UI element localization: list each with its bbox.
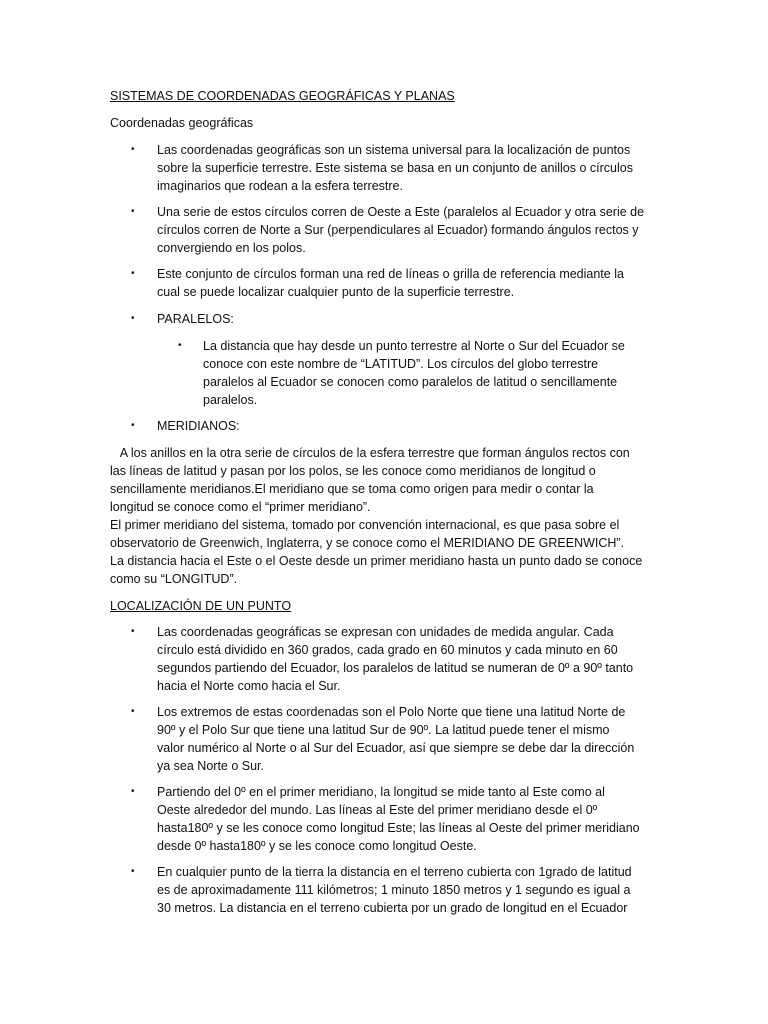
text-line: Las coordenadas geográficas son un sistema universal para la localización de puntos: [157, 143, 631, 157]
list-item-text: [157, 141, 692, 195]
text-line: En cualquier punto de la tierra la distancia en el terreno cubierta con 1grado de latitud: [157, 865, 632, 879]
text-line: círculo está dividido en 360 grados, cada grado en 60 minutos y cada minuto en 60: [157, 643, 618, 657]
list-item-text: [157, 203, 692, 257]
bullet-icon: •: [131, 866, 135, 877]
text-line: paralelos al Ecuador se conocen como paralelos de latitud o sencillamente: [203, 375, 618, 389]
text-line: segundos partiendo del Ecuador, los paralelos de latitud se numeran de 0º a 90º tanto: [157, 661, 634, 675]
list-item-text: [157, 265, 692, 301]
section-subtitle: Coordenadas geográficas: [110, 116, 254, 130]
text-line: paralelos.: [203, 393, 258, 407]
text-line: círculos corren de Norte a Sur (perpendiculares al Ecuador) formando ángulos rectos y: [157, 223, 639, 237]
text-line: hasta180º y se les conoce como longitud Este; las líneas al Oeste del primer meridiano: [157, 821, 640, 835]
text-line: sobre la superficie terrestre. Este sistema se basa en un conjunto de anillos o círculos: [157, 161, 633, 175]
text-line: imaginarios que rodean a la esfera terrestre.: [157, 179, 403, 193]
text-line: conoce con este nombre de “LATITUD”. Los círculos del globo terrestre: [203, 357, 599, 371]
text-line: Los extremos de estas coordenadas son el Polo Norte que tiene una latitud Norte de: [157, 705, 626, 719]
text-line: Este conjunto de círculos forman una red de líneas o grilla de referencia mediante la: [157, 267, 624, 281]
text-line: convergiendo en los polos.: [157, 241, 306, 255]
list-item-text: [157, 783, 692, 855]
list-item-text: [157, 863, 692, 917]
text-line: desde 0º hasta180º y se les conoce como longitud Oeste.: [157, 839, 477, 853]
text-line: cual se puede localizar cualquier punto de la superficie terrestre.: [157, 285, 515, 299]
bullet-icon: •: [131, 313, 135, 324]
meridianos-paragraph: [110, 444, 700, 588]
list-item-text: [157, 703, 692, 775]
text-line: sencillamente meridianos.El meridiano que se toma como origen para medir o contar la: [110, 482, 594, 496]
text-line: La distancia hacia el Este o el Oeste desde un primer meridiano hasta un punto dado se conoce: [110, 554, 643, 568]
list-item-text: [157, 310, 692, 328]
text-line: A los anillos en la otra serie de círculos de la esfera terrestre que forman ángulos rectos con: [110, 446, 630, 460]
text-line: las líneas de latitud y pasan por los polos, se les conoce como meridianos de longitud o: [110, 464, 596, 478]
text-line: es de aproximadamente 111 kilómetros; 1 minuto 1850 metros y 1 segundo es igual a: [157, 883, 631, 897]
bullet-icon: •: [131, 206, 135, 217]
text-line: valor numérico al Norte o al Sur del Ecuador, así que siempre se debe dar la dirección: [157, 741, 635, 755]
bullet-icon: •: [178, 340, 182, 351]
document-title: SISTEMAS DE COORDENADAS GEOGRÁFICAS Y PLANAS: [110, 89, 455, 103]
list-item-text: [157, 623, 692, 695]
bullet-icon: •: [131, 706, 135, 717]
text-line: La distancia que hay desde un punto terrestre al Norte o Sur del Ecuador se: [203, 339, 625, 353]
meridianos-label: MERIDIANOS:: [157, 419, 240, 433]
text-line: Una serie de estos círculos corren de Oeste a Este (paralelos al Ecuador y otra serie de: [157, 205, 645, 219]
bullet-icon: •: [131, 626, 135, 637]
text-line: Oeste alrededor del mundo. Las líneas al Este del primer meridiano desde el 0º: [157, 803, 598, 817]
paralelos-label: PARALELOS:: [157, 312, 234, 326]
text-line: 90º y el Polo Sur que tiene una latitud Sur de 90º. La latitud puede tener el mismo: [157, 723, 610, 737]
text-line: El primer meridiano del sistema, tomado por convención internacional, es que pasa sobre el: [110, 518, 620, 532]
list-item-text: [203, 337, 673, 409]
bullet-icon: •: [131, 268, 135, 279]
section-heading: LOCALIZACIÓN DE UN PUNTO: [110, 599, 292, 613]
bullet-icon: •: [131, 786, 135, 797]
text-line: 30 metros. La distancia en el terreno cubierta por un grado de longitud en el Ecuador: [157, 901, 628, 915]
list-item-text: [157, 417, 692, 435]
text-line: Las coordenadas geográficas se expresan con unidades de medida angular. Cada: [157, 625, 614, 639]
text-line: longitud se conoce como el “primer meridiano”.: [110, 500, 371, 514]
text-line: como su “LONGITUD”.: [110, 572, 238, 586]
text-line: ya sea Norte o Sur.: [157, 759, 265, 773]
text-line: observatorio de Greenwich, Inglaterra, y se conoce como el MERIDIANO DE GREENWICH”.: [110, 536, 625, 550]
bullet-icon: •: [131, 420, 135, 431]
text-line: hacia el Norte como hacia el Sur.: [157, 679, 341, 693]
bullet-icon: •: [131, 144, 135, 155]
text-line: Partiendo del 0º en el primer meridiano, la longitud se mide tanto al Este como al: [157, 785, 605, 799]
